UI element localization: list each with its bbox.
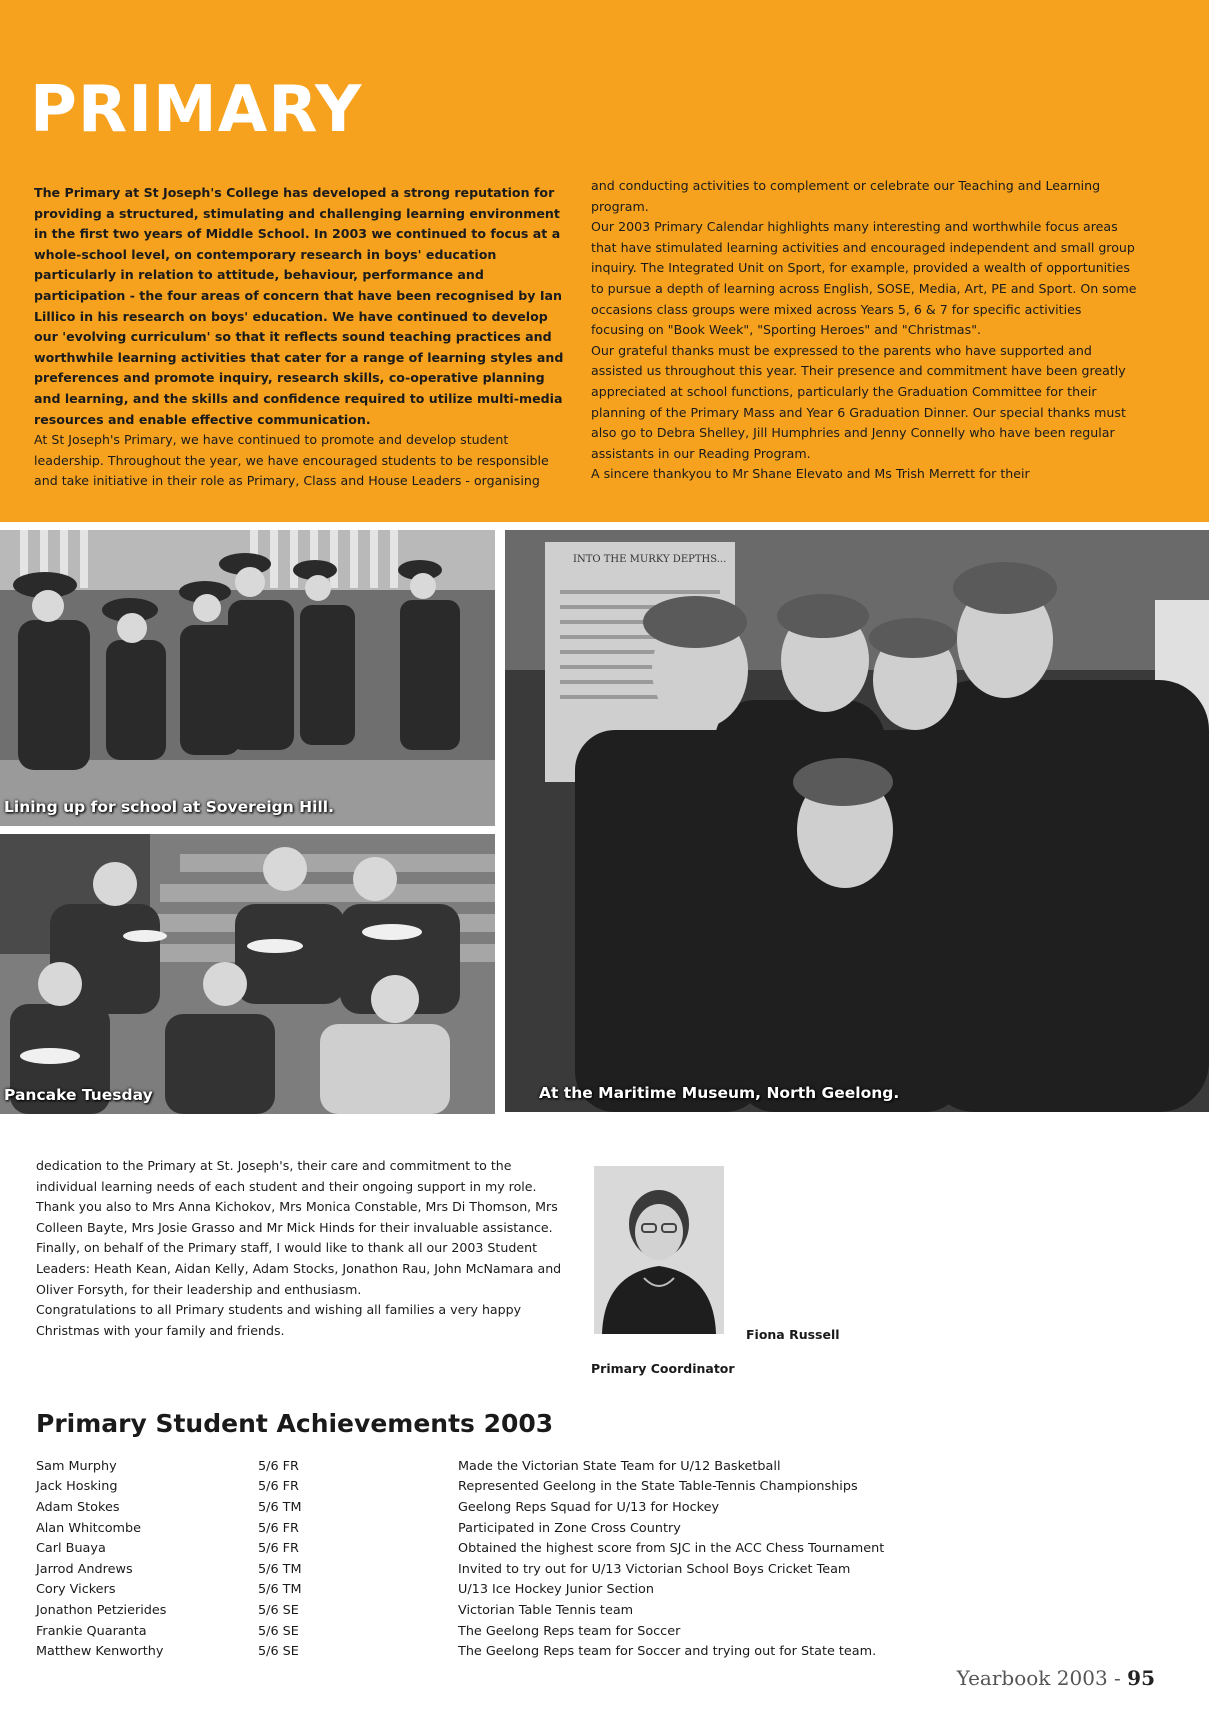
footer-label: Yearbook 2003 - (956, 1666, 1121, 1690)
student-class: 5/6 FR (258, 1458, 299, 1474)
student-name: Alan Whitcombe (36, 1520, 141, 1536)
intro-paragraph-2: At St Joseph's Primary, we have continued to promote and develop student leadership. Throughout the year, we have encouraged students to be responsible and take initiative in their role as Primary, Class and House Leaders - organising (34, 432, 549, 489)
page-number: 95 (1127, 1666, 1155, 1690)
museum-sign-text: INTO THE MURKY DEPTHS... (573, 554, 727, 565)
student-achievement: Victorian Table Tennis team (458, 1602, 634, 1618)
right-column (591, 176, 1137, 485)
student-name: Matthew Kenworthy (36, 1644, 164, 1660)
caption-sovereign-hill: Lining up for school at Sovereign Hill. (4, 798, 334, 816)
achievement-row (36, 1559, 936, 1580)
achievement-row (36, 1580, 936, 1601)
student-name: Adam Stokes (36, 1499, 120, 1515)
student-class: 5/6 FR (258, 1541, 299, 1557)
achievement-row (36, 1621, 936, 1642)
student-achievement: Invited to try out for U/13 Victorian School Boys Cricket Team (458, 1561, 851, 1577)
student-achievement: The Geelong Reps team for Soccer and trying out for State team. (458, 1644, 877, 1660)
achievements-table (36, 1456, 936, 1662)
achievements-heading: Primary Student Achievements 2003 (36, 1409, 554, 1438)
student-achievement: Made the Victorian State Team for U/12 Basketball (458, 1458, 781, 1474)
student-class: 5/6 FR (258, 1520, 299, 1536)
maritime-museum-image (505, 530, 1209, 1112)
student-class: 5/6 TM (258, 1561, 302, 1577)
student-name: Jonathon Petzierides (36, 1602, 167, 1618)
page-footer (957, 1666, 1155, 1690)
coordinator-role: Primary Coordinator (591, 1360, 735, 1376)
student-name: Jack Hosking (36, 1479, 118, 1495)
student-achievement: Represented Geelong in the State Table-Tennis Championships (458, 1479, 858, 1495)
achievement-row (36, 1641, 936, 1662)
student-class: 5/6 SE (258, 1644, 299, 1660)
student-name: Sam Murphy (36, 1458, 117, 1474)
student-name: Jarrod Andrews (36, 1561, 133, 1577)
coordinator-portrait (594, 1166, 724, 1334)
lower-paragraph-1: dedication to the Primary at St. Joseph's, their care and commitment to the individual learning needs of each student and their ongoing support in my role. Thank you also to Mrs Anna Kichokov, Mrs Monica Constable, Mrs Di Thomson, Mrs Colleen Bayte, Mrs Josie Grasso and Mr Mick Hinds for their invaluable assistance. (36, 1158, 558, 1235)
photo-maritime-museum (505, 530, 1209, 1112)
student-achievement: Participated in Zone Cross Country (458, 1520, 681, 1536)
student-name: Carl Buaya (36, 1541, 106, 1557)
achievement-row (36, 1456, 936, 1477)
achievement-row (36, 1518, 936, 1539)
lower-text-column (36, 1156, 572, 1341)
page-title: PRIMARY (30, 73, 363, 147)
student-name: Cory Vickers (36, 1582, 116, 1598)
photo-pancake-tuesday (0, 834, 495, 1114)
pancake-tuesday-image (0, 834, 495, 1114)
student-achievement: The Geelong Reps team for Soccer (458, 1623, 681, 1639)
student-class: 5/6 SE (258, 1623, 299, 1639)
achievement-row (36, 1538, 936, 1559)
sovereign-hill-image (0, 530, 495, 826)
caption-maritime-museum: At the Maritime Museum, North Geelong. (539, 1084, 900, 1102)
right-paragraph-3: Our grateful thanks must be expressed to the parents who have supported and assisted us throughout this year. Their presence and commitment have been greatly appreciated at school functions, particularly the Graduation Committee for their planning of the Primary Mass and Year 6 Graduation Dinner. Our special thanks must also go to Debra Shelley, Jill Humphries and Jenny Connelly who have been regular assistants in our Reading Program. (591, 342, 1126, 461)
student-achievement: Geelong Reps Squad for U/13 for Hockey (458, 1499, 720, 1515)
caption-pancake-tuesday: Pancake Tuesday (4, 1086, 153, 1104)
portrait-image (594, 1166, 724, 1334)
achievement-row (36, 1497, 936, 1518)
student-name: Frankie Quaranta (36, 1623, 147, 1639)
photo-sovereign-hill (0, 530, 495, 826)
student-class: 5/6 TM (258, 1499, 302, 1515)
student-class: 5/6 SE (258, 1602, 299, 1618)
lower-paragraph-3: Congratulations to all Primary students and wishing all families a very happy Christmas with your family and friends. (36, 1302, 522, 1338)
lower-paragraph-2: Finally, on behalf of the Primary staff, I would like to thank all our 2003 Student Leaders: Heath Kean, Aidan Kelly, Adam Stocks, Jonathon Rau, John McNamara and Oliver Forsyth, for their leadership and enthusiasm. (36, 1240, 562, 1297)
coordinator-name: Fiona Russell (746, 1327, 840, 1342)
student-achievement: Obtained the highest score from SJC in the ACC Chess Tournament (458, 1541, 885, 1557)
right-paragraph-1: and conducting activities to complement or celebrate our Teaching and Learning program. (591, 178, 1101, 214)
right-paragraph-2: Our 2003 Primary Calendar highlights many interesting and worthwhile focus areas that have stimulated learning activities and encouraged independent and small group inquiry. The Integrated Unit on Sport, for example, provided a wealth of opportunities to pursue a depth of learning across English, SOSE, Media, Art, PE and Sport. On some occasions class groups were mixed across Years 5, 6 & 7 for specific activities focusing on "Book Week", "Sporting Heroes" and "Christmas". (591, 219, 1137, 338)
right-paragraph-4: A sincere thankyou to Mr Shane Elevato and Ms Trish Merrett for their (591, 466, 1030, 482)
student-achievement: U/13 Ice Hockey Junior Section (458, 1582, 654, 1598)
student-class: 5/6 FR (258, 1479, 299, 1495)
achievement-row (36, 1600, 936, 1621)
achievement-row (36, 1477, 936, 1498)
intro-lead-paragraph: The Primary at St Joseph's College has developed a strong reputation for providing a structured, stimulating and challenging learning environment in the first two years of Middle School. In 2003 we continued to focus at a whole-school level, on contemporary research in boys' education particularly in relation to attitude, behaviour, performance and participation - the four areas of concern that have been recognised by Ian Lillico in his research on boys' education. We have continued to develop our 'evolving curriculum' so that it reflects sound teaching practices and worthwhile learning activities that cater for a range of learning styles and preferences and promote inquiry, research skills, co-operative planning and learning, and the skills and confidence required to utilize multi-media resources and enable effective communication. (34, 185, 564, 427)
intro-column (34, 183, 570, 492)
student-class: 5/6 TM (258, 1582, 302, 1598)
